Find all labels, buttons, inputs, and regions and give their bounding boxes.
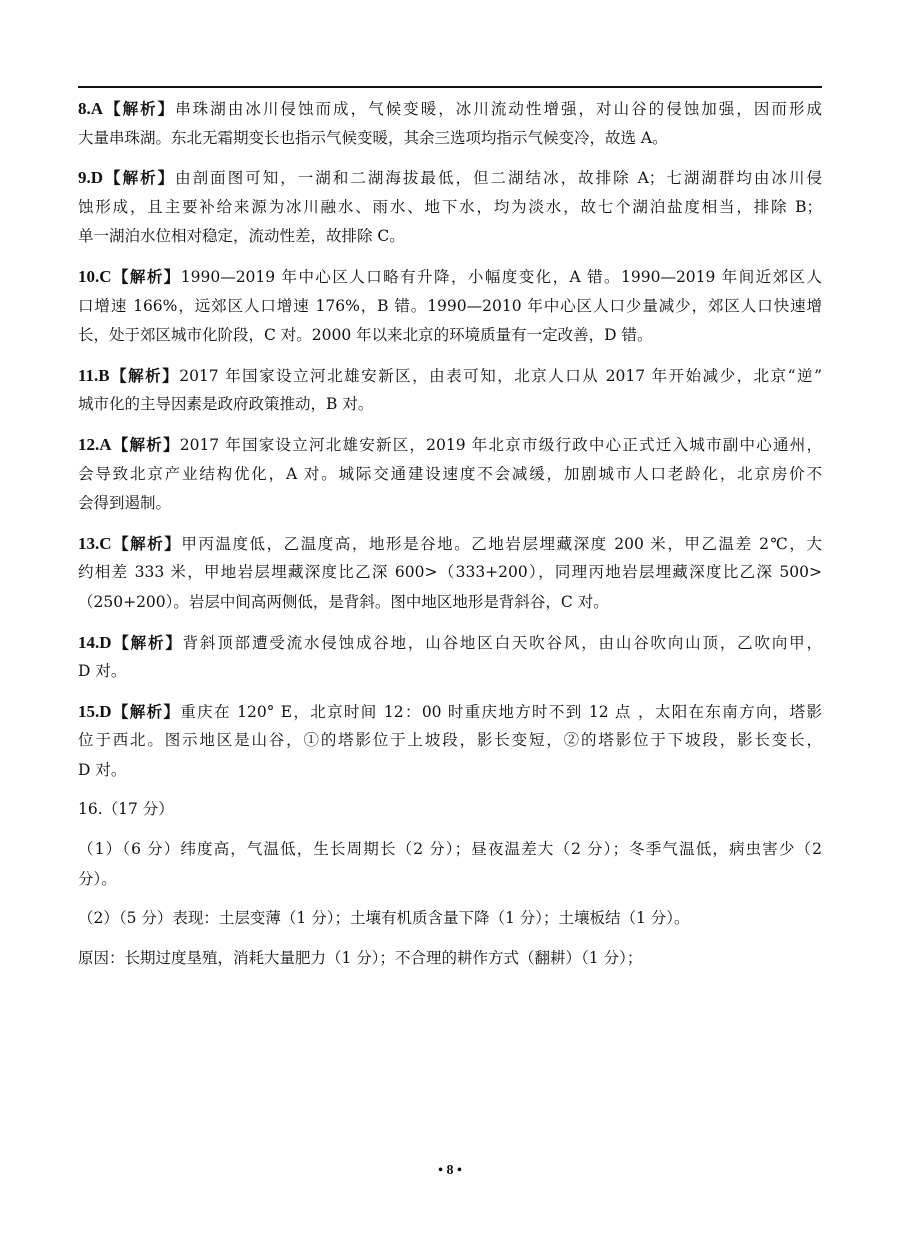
answer-14: 14.D【解析】背斜顶部遭受流水侵蚀成谷地，山谷地区白天吹谷风，由山谷吹向山顶，乙吹向甲， D 对。 (78, 632, 822, 681)
answer-content (78, 94, 822, 983)
answer-16-part2: （2）（5 分）表现：土层变薄（1 分）；土壤有机质含量下降（1 分）；土壤板结（1 分）。 (78, 909, 690, 928)
answer-15: 15.D【解析】重庆在 120° E，北京时间 12：00 时重庆地方时不到 12 点 ，太阳在东南方向，塔影 位于西北。图示地区是山谷，①的塔影位于上坡段，影长变短，②的塔影位于下坡段，影长变长， D 对。 (78, 701, 822, 779)
answer-11: 11.B【解析】2017 年国家设立河北雄安新区，由表可知，北京人口从 2017 年开始减少，北京“逆” 城市化的主导因素是政府政策推动，B 对。 (78, 365, 822, 414)
q16-heading: 16.（17 分） (78, 800, 174, 819)
answer-8: 8.A【解析】串珠湖由冰川侵蚀而成，气候变暖，冰川流动性增强，对山谷的侵蚀加强，因而形成 大量串珠湖。东北无霜期变长也指示气候变暖，其余三选项均指示气候变冷，故选 A。 (78, 99, 822, 147)
answer-16-part1: （1）（6 分）纬度高，气温低，生长周期长（2 分）；昼夜温差大（2 分）；冬季气温低，病虫害少（2 分）。 (78, 840, 822, 888)
answer-13: 13.C【解析】甲丙温度低，乙温度高，地形是谷地。乙地岩层埋藏深度 200 米，甲乙温差 2℃，大 约相差 333 米，甲地岩层埋藏深度比乙深 600>（333+200），同理丙地岩层埋藏深度比乙深 500> （250+200）。岩层中间高两侧低，是背斜。图中地区地形是背斜谷，C 对。 (78, 533, 822, 611)
answer-9: 9.D【解析】由剖面图可知，一湖和二湖海拔最低，但二湖结冰，故排除 A；七湖湖群均由冰川侵 蚀形成，且主要补给来源为冰川融水、雨水、地下水，均为淡水，故七个湖泊盐度相当，排除 B； 单一湖泊水位相对稳定，流动性差，故排除 C。 (78, 168, 822, 246)
header-rule (78, 86, 822, 88)
answer-16-reason: 原因：长期过度垦殖，消耗大量肥力（1 分）；不合理的耕作方式（翻耕）（1 分）； (78, 948, 643, 967)
answer-12: 12.A【解析】2017 年国家设立河北雄安新区，2019 年北京市级行政中心正式迁入城市副中心通州， 会导致北京产业结构优化，A 对。城际交通建设速度不会减缓，加剧城市人口老龄化，北京房价不 会得到遏制。 (78, 434, 822, 513)
answer-10: 10.C【解析】1990—2019 年中心区人口略有升降，小幅度变化，A 错。1990—2019 年间近郊区人 口增速 166%，远郊区人口增速 176%，B 错。1990—2010 年中心区人口少量减少，郊区人口快速增 长，处于郊区城市化阶段，C 对。2000 年以来北京的环境质量有一定改善，D 错。 (78, 266, 822, 345)
answer-16 (78, 795, 822, 825)
page-number: • 8 • (438, 1163, 462, 1178)
